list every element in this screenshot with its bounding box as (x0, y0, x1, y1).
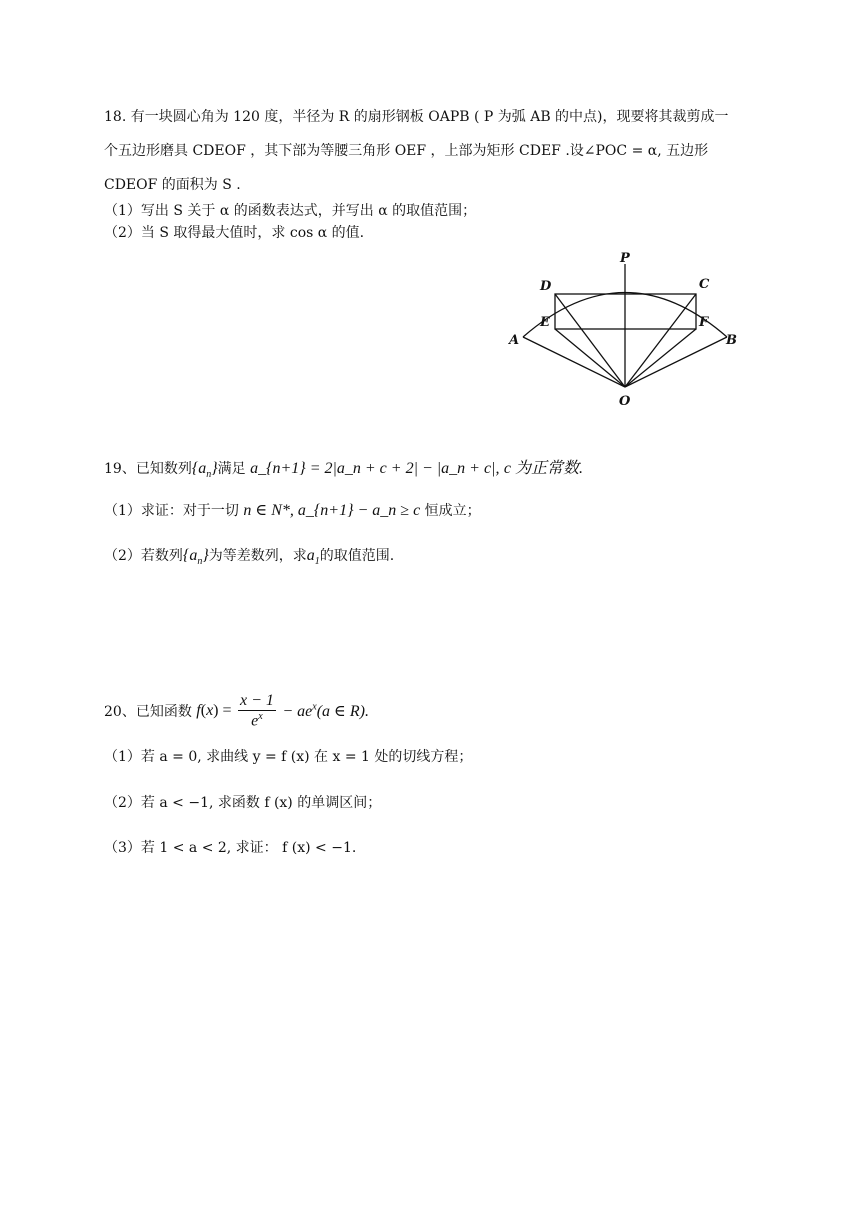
recurrence-expr: a_{n+1} = 2|a_n + c + 2| − |a_n + c|, (250, 460, 500, 477)
q18-part-1: （1）写出 S 关于 α 的函数表达式，并写出 α 的取值范围； (104, 203, 477, 219)
q19-stem: 19、已知数列$\{a_n\}$满足 a_{n+1} = 2|a_n + c + 2| − |a_n + c|, c 为正常数. (104, 460, 584, 481)
label-c: C (699, 277, 710, 292)
label-f: F (699, 315, 709, 330)
segment-od (555, 294, 625, 387)
fraction: $\frac{x - 1}{e^x}$ (239, 692, 274, 730)
segment-oc (625, 294, 696, 387)
sector-figure (500, 250, 750, 425)
label-a: A (509, 333, 520, 348)
sequence-an: $\{a_n\}$ (191, 460, 218, 481)
label-p: P (620, 251, 630, 266)
q19-part-2: （2）若数列$\{a_n\}$为等差数列，求$a_1$的取值范围. (104, 547, 395, 568)
q18-part-2: （2）当 S 取得最大值时，求 cos α 的值. (104, 225, 365, 241)
q20-part-1: （1）若 a = 0, 求曲线 y = f (x) 在 x = 1 处的切线方程； (104, 749, 473, 765)
q20-stem: 20、已知函数 f(x) = $\frac{x - 1}{e^x}$ − $ae^x(a$ ∈ R). (104, 692, 369, 730)
inequality-expr: n ∈ N*, a_{n+1} − a_n ≥ c (243, 502, 421, 519)
label-o: O (619, 394, 631, 409)
q20-part-2: （2）若 a < −1, 求函数 f (x) 的单调区间； (104, 795, 382, 811)
q19-part-1: （1）求证：对于一切 n ∈ N*, a_{n+1} − a_n ≥ c 恒成立； (104, 502, 481, 519)
label-b: B (726, 333, 737, 348)
label-d: D (540, 279, 552, 294)
q18-line-1: 18. 有一块圆心角为 120 度，半径为 R 的扇形钢板 OAPB ( P 为弧 AB 的中点)，现要将其裁剪成一 (104, 109, 729, 125)
q18-line-2: 个五边形磨具 CDEOF ，其下部为等腰三角形 OEF ，上部为矩形 CDEF .设∠POC = α, 五边形 (104, 143, 709, 159)
q18-line-3: CDEOF 的面积为 S . (104, 177, 241, 193)
q20-part-3: （3）若 1 < a < 2, 求证： f (x) < −1. (104, 840, 357, 856)
label-e: E (540, 315, 550, 330)
